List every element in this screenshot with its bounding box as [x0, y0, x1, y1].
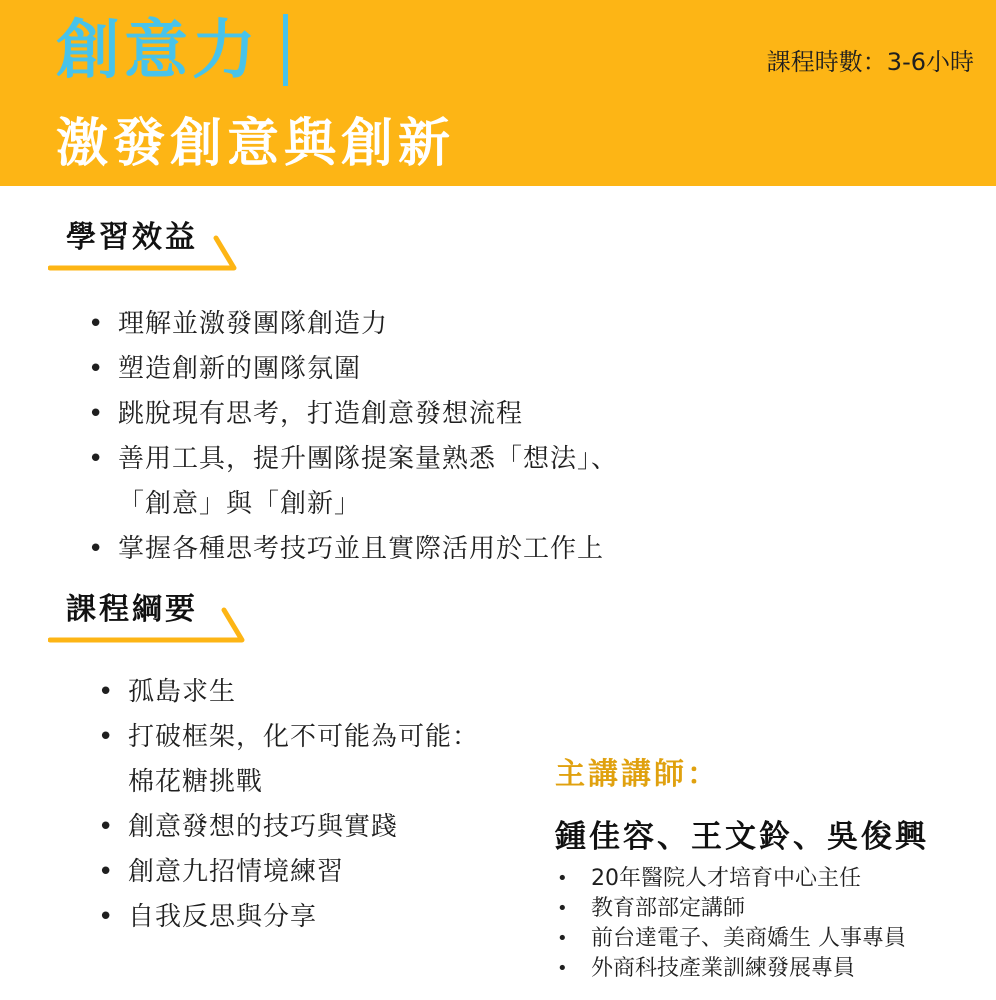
- credential-item: • 20年醫院人才培育中心主任: [557, 864, 906, 894]
- list-item: • 善用工具，提升團隊提案量熟悉「想法」、 「創意」與「創新」: [88, 437, 618, 527]
- header-banner: [0, 0, 996, 186]
- benefits-underline: [48, 232, 244, 274]
- list-item: • 理解並激發團隊創造力: [88, 302, 618, 347]
- credential-item: • 教育部部定講師: [557, 894, 906, 924]
- list-item: • 跳脫現有思考，打造創意發想流程: [88, 392, 618, 437]
- course-subtitle: 激發創意與創新: [56, 114, 456, 174]
- credential-item: • 外商科技產業訓練發展專員: [557, 954, 906, 984]
- outline-list: [98, 670, 479, 940]
- outline-heading: 課程綱要: [66, 592, 198, 627]
- course-title: 創意力: [56, 14, 260, 88]
- list-item: • 塑造創新的團隊氛圍: [88, 347, 618, 392]
- list-item: • 打破框架，化不可能為可能： 棉花糖挑戰: [98, 715, 479, 805]
- outline-underline: [48, 604, 252, 646]
- list-item: • 掌握各種思考技巧並且實際活用於工作上: [88, 527, 618, 572]
- course-duration: 課程時數：3-6小時: [766, 48, 974, 76]
- lecturer-label: 主講講師：: [555, 757, 720, 792]
- benefits-list: [88, 302, 618, 572]
- list-item: • 創意發想的技巧與實踐: [98, 805, 479, 850]
- lecturer-names: 鍾佳容、王文鈴、吳俊興: [555, 819, 929, 855]
- benefits-heading: 學習效益: [66, 220, 198, 255]
- list-item: • 自我反思與分享: [98, 895, 479, 940]
- list-item: • 創意九招情境練習: [98, 850, 479, 895]
- list-item: • 孤島求生: [98, 670, 479, 715]
- title-divider: [283, 14, 288, 86]
- lecturer-credentials: [557, 864, 906, 984]
- credential-item: • 前台達電子、美商嬌生 人事專員: [557, 924, 906, 954]
